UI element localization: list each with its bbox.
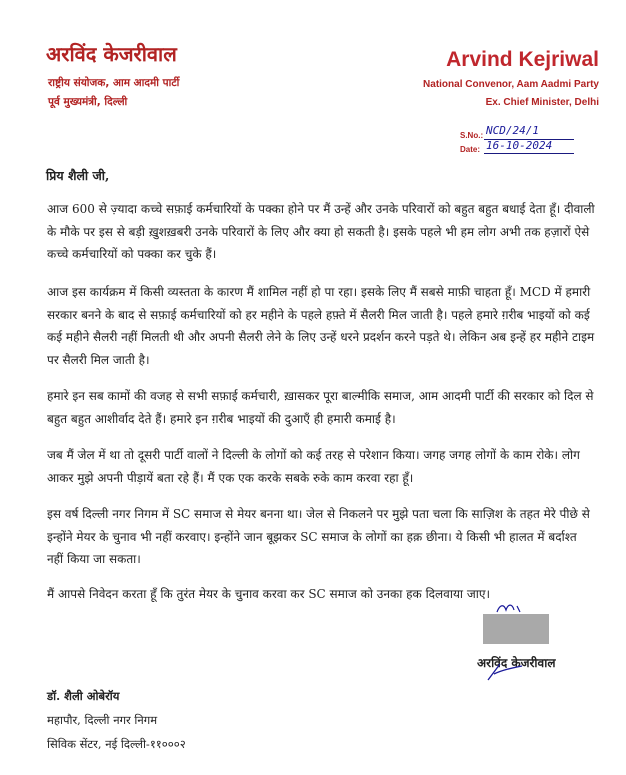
serial-number-value: NCD/24/1 <box>486 124 539 137</box>
paragraph-3: हमारे इन सब कामों की वजह से सभी सफ़ाई कर्मचारी, ख़ासकर पूरा बाल्मीकि समाज, आम आदमी पार्टी की सरकार को दिल से बहुत बहुत आशीर्वाद देते हैं। हमारे इन ग़रीब भाइयों की दुआएँ ही हमारी कमाई है। <box>47 389 594 426</box>
date-label: Date: <box>460 145 481 154</box>
letterhead-hindi-title-1: राष्ट्रीय संयोजक, आम आदमी पार्टी <box>48 77 180 89</box>
paragraph-5: इस वर्ष दिल्ली नगर निगम में SC समाज से मेयर बनना था। जेल से निकलने पर मुझे पता चला कि साज़िश के तहत मेरे पीछे से इन्होंने मेयर के चुनाव भी नहीं करवाए। इन्होंने जान बूझकर SC समाज के लोगों का हक़ छीना। ये किसी भी हालत में बर्दाश्त नहीं किया जा सकता। <box>47 507 590 566</box>
paragraph-4: जब मैं जेल में था तो दूसरी पार्टी वालों ने दिल्ली के लोगों को कई तरह से परेशान किया। जगह जगह लोगों के काम रोके। लोग आकर मुझे अपनी पीड़ायें बता रहे हैं। मैं एक एक करके सबके रुके काम करवा रहा हूँ। <box>47 448 580 485</box>
letterhead-hindi-name: अरविंद केजरीवाल <box>46 42 177 66</box>
recipient-address: सिविक सेंटर, नई दिल्ली-११०००२ <box>47 737 186 751</box>
salutation: प्रिय शैली जी, <box>46 168 110 183</box>
letterhead-english-name: Arvind Kejriwal <box>446 48 599 71</box>
signatory-name: अरविंद केजरीवाल <box>477 656 556 670</box>
letterhead-english-title-1: National Convenor, Aam Aadmi Party <box>423 79 599 90</box>
serial-number-label: S.No.: <box>460 131 484 140</box>
paragraph-6: मैं आपसे निवेदन करता हूँ कि तुरंत मेयर के चुनाव करवा कर SC समाज को उनका हक दिलवाया जाए। <box>47 587 491 601</box>
date-line <box>484 153 574 154</box>
letterhead-hindi-title-2: पूर्व मुख्यमंत्री, दिल्ली <box>48 96 128 108</box>
signature-scribble <box>486 660 526 682</box>
date-value: 16-10-2024 <box>486 139 553 152</box>
paragraph-1: आज 600 से ज़्यादा कच्चे सफ़ाई कर्मचारियों के पक्का होने पर मैं उन्हें और उनके परिवारों को बहुत बहुत बधाई देता हूँ। दीवाली के मौके पर इस से बड़ी ख़ुशख़बरी उनके परिवारों के लिए और क्या हो सकती है। इसके पहले भी हम लोग अभी तक हज़ारों ऐसे कच्चे कर्मचारियों को पक्का कर चुके हैं। <box>47 202 595 261</box>
paragraph-2: आज इस कार्यक्रम में किसी व्यस्तता के कारण मैं शामिल नहीं हो पा रहा। इसके लिए मैं सबसे माफ़ी चाहता हूँ। MCD में हमारी सरकार बनने के बाद से सफ़ाई कर्मचारियों को हर महीने के पहले हफ़्ते में सैलरी मिल जाती है। पहले हमारे ग़रीब भाइयों को कई कई महीने सैलरी नहीं मिलती थी और अपनी सैलरी लेने के लिए उन्हें धरने प्रदर्शन करने पड़ते थे। लेकिन अब इन्हें हर महीने टाइम पर सैलरी मिल जाती है। <box>47 285 595 367</box>
signature-mark-top <box>494 601 524 615</box>
redacted-signature <box>483 614 549 644</box>
recipient-designation: महापौर, दिल्ली नगर निगम <box>47 713 158 727</box>
letterhead-english-title-2: Ex. Chief Minister, Delhi <box>485 97 599 108</box>
recipient-name: डॉ. शैली ओबेरॉय <box>47 689 120 703</box>
